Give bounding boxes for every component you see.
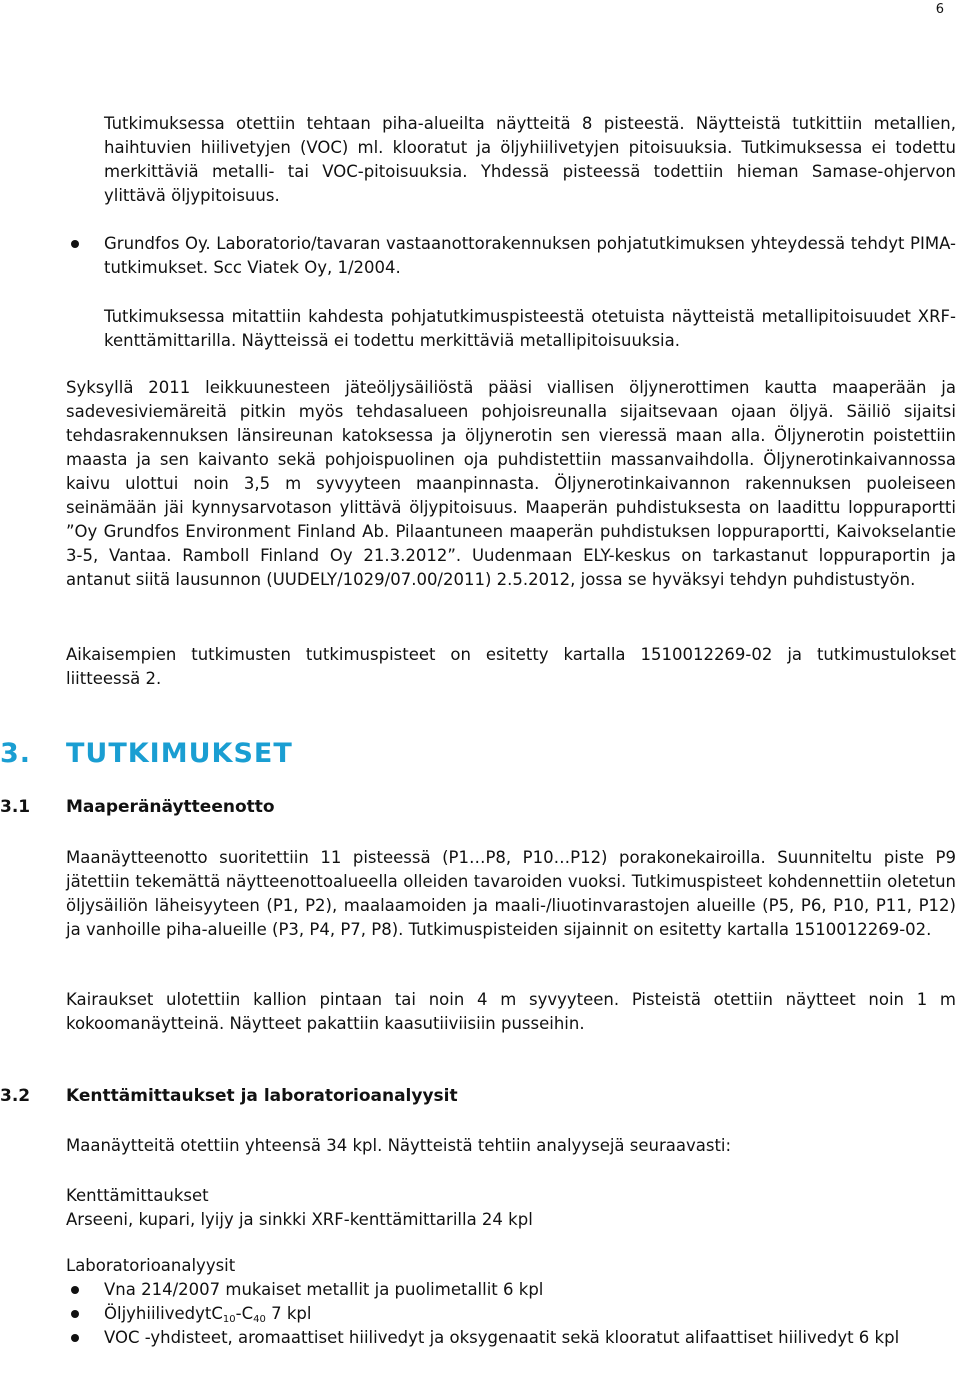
paragraph-kairaukset: Kairaukset ulotettiin kallion pintaan tai noin 4 m syvyyteen. Pisteistä otettiin näytteet noin 1 m kokoomanäytteinä. Näytteet pakattiin kaasutiiviisiin pusseihin.: [66, 990, 956, 1033]
paragraph-maanaytteita: Maanäytteitä otettiin yhteensä 34 kpl. Näytteistä tehtiin analyysejä seuraavasti:: [66, 1136, 732, 1155]
lab-item-oil: $ÖljyhiilivedytC_{10}-C_{40}$ 7 kpl: [104, 1304, 312, 1325]
bullet-dot: [71, 240, 79, 248]
section-number: 3.: [0, 738, 32, 769]
lab-item-voc: VOC -yhdisteet, aromaattiset hiilivedyt ja oksygenaatit sekä klooratut alifaattiset hiilivedyt 6 kpl: [104, 1328, 900, 1347]
subsection-number: 3.2: [0, 1086, 31, 1106]
bullet-dot: [71, 1286, 79, 1294]
field-measurements-title: Kenttämittaukset: [66, 1186, 209, 1205]
lab-analyses-title: Laboratorioanalyysit: [66, 1256, 236, 1275]
bullet-grundfos: Grundfos Oy. Laboratorio/tavaran vastaanottorakennuksen pohjatutkimuksen yhteydessä tehdyt PIMA-tutkimukset. Scc Viatek Oy, 1/2004.: [104, 234, 956, 277]
lab-item-vna: Vna 214/2007 mukaiset metallit ja puolimetallit 6 kpl: [104, 1280, 544, 1299]
paragraph-xrf: Tutkimuksessa mitattiin kahdesta pohjatutkimuspisteestä otetuista näytteistä metallipitoisuudet XRF-kenttämittarilla. Näytteissä ei todettu merkittäviä metallipitoisuuksia.: [104, 307, 956, 350]
subsection-number: 3.1: [0, 797, 31, 817]
paragraph-maanaytteenotto: Maanäytteenotto suoritettiin 11 pisteessä (P1…P8, P10…P12) porakonekairoilla. Suunniteltu piste P9 jätettiin tekemättä näytteenottoalueella olleiden tavaroiden vuoksi. Tutkimuspisteet kohdennettiin oletetun öljysäiliön läheisyyteen (P1, P2), maalaamoiden ja maali-/liuotinvarastojen alueille (P5, P6, P10, P11, P12) ja vanhoille piha-alueille (P3, P4, P7, P8). Tutkimuspisteiden sijainnit on esitetty kartalla 1510012269-02.: [66, 848, 956, 939]
subsection-title: Maaperänäytteenotto: [66, 797, 275, 817]
section-title: TUTKIMUKSET: [66, 738, 293, 769]
paragraph-tutkimuksessa-piha: Tutkimuksessa otettiin tehtaan piha-alueilta näytteitä 8 pisteestä. Näytteistä tutkittiin metallien, haihtuvien hiilivetyjen (VOC) ml. klooratut ja öljyhiilivetyjen pitoisuuksia. Tutkimuksessa ei todettu merkittäviä metalli- tai VOC-pitoisuuksia. Yhdessä pisteessä todettiin hieman Samase-ohjervon ylittävä öljypitoisuus.: [104, 114, 956, 205]
field-measurements-line: Arseeni, kupari, lyijy ja sinkki XRF-kenttämittarilla 24 kpl: [66, 1210, 533, 1229]
paragraph-aikaisempien: Aikaisempien tutkimusten tutkimuspisteet on esitetty kartalla 1510012269-02 ja tutkimustulokset liitteessä 2.: [66, 645, 956, 688]
bullet-dot: [71, 1334, 79, 1342]
bullet-dot: [71, 1310, 79, 1318]
subsection-title: Kenttämittaukset ja laboratorioanalyysit: [66, 1086, 458, 1106]
page-number: 6: [935, 2, 944, 17]
paragraph-syksylla: Syksyllä 2011 leikkuunesteen jäteöljysäiliöstä pääsi viallisen öljynerottimen kautta maaperään ja sadevesiviemäreitä pitkin myös tehdasalueen pohjoisreunalla sijaitsevaan ojaan öljyä. Säiliö sijaitsi tehdasrakennuksen länsireunan katoksessa ja öljynerotin sen vieressä maan alla. Öljynerotin poistettiin maasta ja sen kaivanto sekä pohjoispuolinen oja puhdistettiin massanvaihdolla. Öljynerotinkaivannossa kaivu ulottui noin 3,5 m syvyyteen maanpinnasta. Öljynerotinkaivannon rakennuksen puoleiseen seinämään jäi kynnysarvotason ylittävä öljypitoisuus. Maaperän puhdistuksesta on laadittu loppuraportti ”Oy Grundfos Environment Finland Ab. Pilaantuneen maaperän puhdistuksen loppuraportti, Kaivokselantie 3-5, Vantaa. Ramboll Finland Oy 21.3.2012”. Uudenmaan ELY-keskus on tarkastanut loppuraportin ja antanut siitä lausunnon (UUDELY/1029/07.00/2011) 2.5.2012, jossa se hyväksyi tehdyn puhdistustyön.: [66, 378, 956, 589]
